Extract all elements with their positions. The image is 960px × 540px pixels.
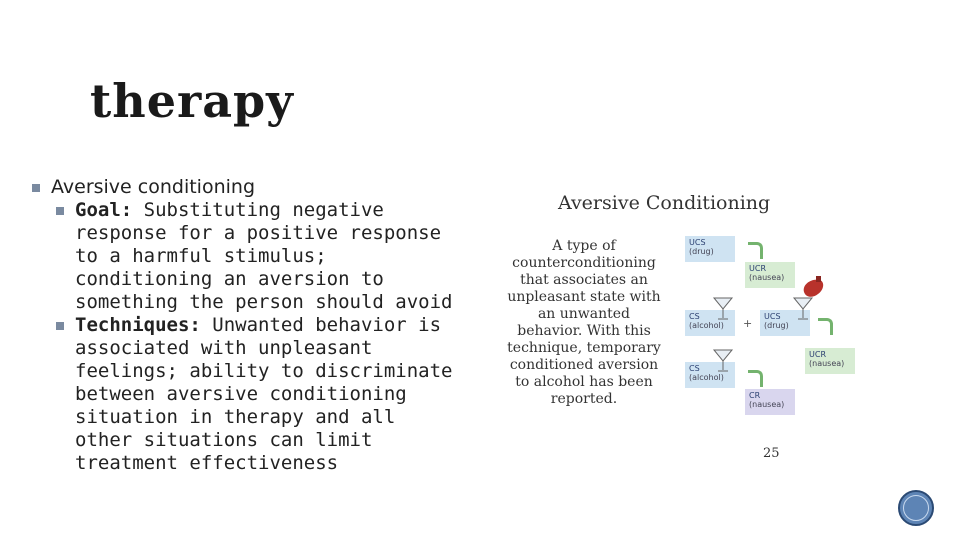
goal-label: Goal: — [75, 199, 133, 221]
bullet-main-text: Aversive conditioning — [51, 176, 256, 198]
bullet-list — [32, 176, 462, 475]
martini-glass-icon — [712, 348, 734, 374]
bullet-main — [32, 176, 462, 199]
cs-sub: (alcohol) — [689, 321, 724, 330]
ucs-sub: (drug) — [764, 321, 789, 330]
techniques-text: Unwanted behavior is associated with unpleasant feelings; ability to discriminate between aversive conditioning situation in therapy and all other situations can limit treatment effectiveness — [75, 314, 453, 474]
cr-sub: (nausea) — [749, 400, 785, 409]
aversive-conditioning-figure — [500, 186, 845, 466]
bullet-square-icon — [56, 207, 64, 215]
cs-sub: (alcohol) — [689, 373, 724, 382]
drug-bottle-icon — [798, 274, 828, 304]
figure-description: A type of counterconditioning that associates an unpleasant state with an unwanted behavior. With this technique, temporary conditioned aversion to alcohol has been reported. — [507, 238, 661, 407]
ucs-sub: (drug) — [689, 247, 714, 256]
martini-glass-icon — [712, 296, 734, 322]
bullet-square-icon — [32, 184, 40, 192]
ucs-label: UCS — [689, 238, 706, 247]
ucr-label: UCR — [809, 350, 826, 359]
figure-page-number: 25 — [763, 446, 780, 461]
ucr-label: UCR — [749, 264, 766, 273]
ucs-box-1 — [685, 236, 735, 262]
bullet-techniques — [56, 314, 462, 475]
cr-label: CR — [749, 391, 761, 400]
cs-label: CS — [689, 364, 700, 373]
bullet-techniques-text — [75, 314, 455, 475]
cs-label: CS — [689, 312, 700, 321]
ucs-label: UCS — [764, 312, 781, 321]
arrow-icon — [748, 242, 763, 259]
bullet-square-icon — [56, 322, 64, 330]
slide-nav-badge[interactable] — [898, 490, 934, 526]
arrow-icon — [818, 318, 833, 335]
slide-title: therapy — [90, 74, 294, 128]
figure-title: Aversive Conditioning — [558, 192, 771, 214]
ucr-box-1 — [745, 262, 795, 288]
bullet-goal-text — [75, 199, 455, 314]
bullet-goal — [56, 199, 462, 314]
ucr-sub: (nausea) — [749, 273, 785, 282]
plus-sign: + — [743, 317, 753, 330]
arrow-icon — [748, 370, 763, 387]
cr-box — [745, 389, 795, 415]
ucr-sub: (nausea) — [809, 359, 845, 368]
goal-text: Substituting negative response for a positive response to a harmful stimulus; conditioning an aversion to something the person should avoid — [75, 199, 453, 313]
ucr-box-2 — [805, 348, 855, 374]
techniques-label: Techniques: — [75, 314, 201, 336]
